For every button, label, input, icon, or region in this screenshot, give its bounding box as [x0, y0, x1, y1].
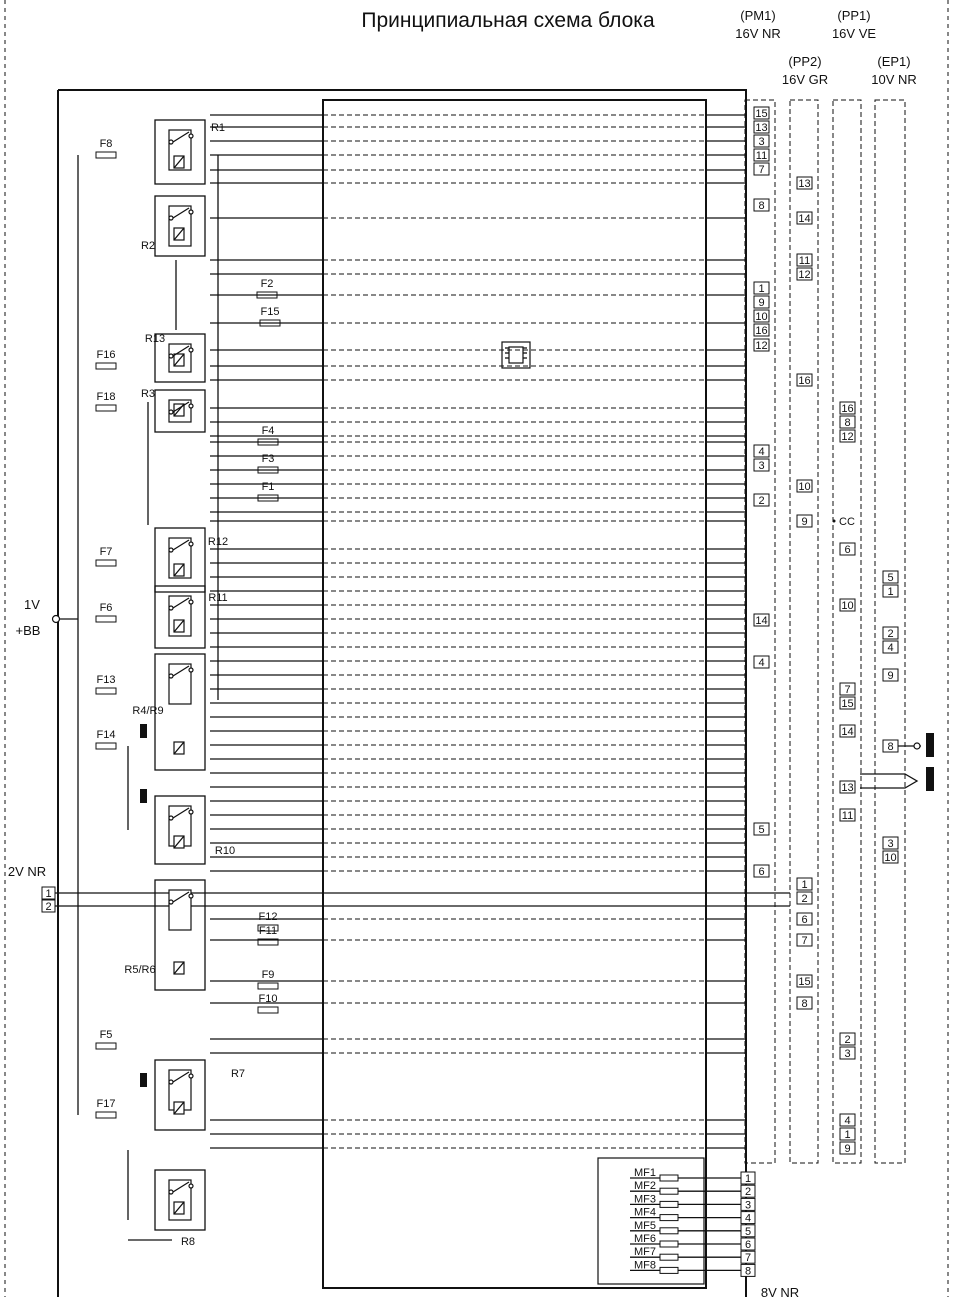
- minifuse-label: MF8: [634, 1259, 656, 1272]
- v8-pin-6: [741, 1251, 755, 1264]
- pp1-pin-0: [840, 402, 855, 415]
- pp1-pin-label: 2: [844, 1034, 851, 1046]
- fuse-label: F14: [96, 729, 116, 741]
- pp2-pin-6: [797, 515, 812, 528]
- pp2-pin-5: [797, 480, 812, 493]
- pp2-pin-label: 11: [798, 255, 811, 267]
- relay-r4-r9: [132, 654, 205, 770]
- v8-pin-label: 1: [744, 1173, 752, 1185]
- v8-pin-label: 6: [744, 1239, 752, 1251]
- pp1-pin-label: 8: [844, 417, 851, 429]
- board-frame: [58, 90, 746, 1297]
- pp1-pin-label: 10: [841, 600, 854, 612]
- pp2-pin-label: 7: [801, 935, 808, 947]
- relay-label: R12: [207, 536, 229, 548]
- v8-pin-label: 7: [744, 1252, 752, 1265]
- svg-text:16V GR: 16V GR: [781, 72, 829, 87]
- pm1-pin-11: [754, 445, 769, 458]
- fuse-f13: [96, 674, 116, 694]
- v8-pin-2: [741, 1198, 755, 1211]
- supply-terminal: [16, 597, 78, 638]
- ep1-pin-5: [883, 740, 898, 753]
- ep1-pin-label: 9: [887, 670, 894, 682]
- ep1-pin-label: 1: [887, 586, 894, 598]
- connector-8v-nr-label: 8V NR: [760, 1285, 800, 1297]
- fuse-f16: [96, 349, 116, 369]
- pm1-pin-label: 13: [755, 122, 768, 134]
- svg-text:+BB: +BB: [15, 623, 41, 638]
- pm1-pin-label: 16: [755, 325, 768, 337]
- ep1-pin-4: [883, 669, 898, 682]
- relay-r2: [141, 196, 205, 256]
- relay-r11: [155, 586, 228, 648]
- svg-text:2V NR: 2V NR: [7, 864, 47, 879]
- fuse-label: F12: [258, 911, 278, 923]
- fuse-f5: [96, 1029, 116, 1049]
- v8-pin-label: 3: [744, 1199, 752, 1212]
- fuse-label: F10: [258, 993, 278, 1005]
- pp2-pin-label: 16: [798, 375, 811, 387]
- relay-r3: [141, 388, 205, 432]
- pp2-pin-3: [797, 268, 812, 281]
- pp2-pin-1: [797, 212, 812, 225]
- relay-r8: [155, 1170, 205, 1248]
- ep1-pin-7: [883, 851, 898, 864]
- diode-icon-r7: [140, 1073, 147, 1087]
- pm1-pin-label: 7: [758, 164, 765, 176]
- pp1-pin-13: [840, 1128, 855, 1141]
- ep1-pin-0: [883, 571, 898, 584]
- pm1-pin-10: [754, 339, 769, 352]
- pm1-connector-column: [745, 100, 775, 1163]
- relay-label: R10: [214, 845, 236, 857]
- svg-text:(EP1): (EP1): [877, 54, 911, 69]
- ground-icon-1: [897, 733, 934, 757]
- fuse-label: F5: [99, 1029, 113, 1041]
- svg-text:(PP1): (PP1): [837, 8, 871, 23]
- electronic-module-frame: [323, 100, 706, 1288]
- pm1-pin-12: [754, 459, 769, 472]
- pp1-pin-label: 9: [844, 1143, 851, 1155]
- fuse-label: F13: [96, 674, 116, 686]
- pp1-pin-1: [840, 416, 855, 429]
- pp2-pin-4: [797, 374, 812, 387]
- fuse-label: F15: [260, 306, 280, 318]
- pp2-pin-8: [797, 892, 812, 905]
- v8-pin-4: [741, 1225, 755, 1238]
- pp2-pin-label: 9: [801, 516, 808, 528]
- v8-pin-label: 2: [744, 1186, 752, 1199]
- fuse-label: F2: [260, 278, 274, 290]
- fuse-label: F1: [261, 481, 275, 493]
- v8-pin-label: 4: [744, 1212, 752, 1225]
- pp1-pin-6: [840, 697, 855, 710]
- fuse-f14: [96, 729, 116, 749]
- pp2-pin-7: [797, 878, 812, 891]
- pp1-pin-2: [840, 430, 855, 443]
- v8-pin-5: [741, 1238, 755, 1251]
- ep1-pin-3: [883, 641, 898, 654]
- fuse-f11: [258, 925, 278, 945]
- pp1-connector-column: [833, 100, 861, 1163]
- fuse-label: F18: [96, 391, 116, 403]
- pm1-pin-4: [754, 163, 769, 176]
- ep1-pin-label: 8: [887, 741, 894, 753]
- pm1-pin-label: 6: [758, 866, 765, 878]
- minifuse-label: MF7: [634, 1246, 656, 1259]
- v8-pin-1: [741, 1185, 755, 1198]
- minifuse-label: MF4: [634, 1206, 656, 1219]
- v8-pin-0: [741, 1172, 755, 1185]
- pm1-pin-15: [754, 656, 769, 669]
- pp1-pin-label: 3: [844, 1048, 851, 1060]
- connector-header-pm1: [735, 8, 781, 41]
- pp1-pin-10: [840, 1033, 855, 1046]
- pm1-pin-14: [754, 614, 769, 627]
- ic-chip-icon: [502, 342, 530, 368]
- pp2-pin-label: 12: [798, 269, 811, 281]
- ep1-pin-label: 10: [884, 852, 897, 864]
- svg-text:1: 1: [45, 888, 52, 900]
- relay-r1: [155, 120, 225, 184]
- fuse-label: F16: [96, 349, 116, 361]
- fuse-label: F3: [261, 453, 275, 465]
- ep1-pin-1: [883, 585, 898, 598]
- pp1-pin-label: 7: [844, 684, 851, 696]
- svg-text:10V NR: 10V NR: [871, 72, 917, 87]
- pp2-pin-label: 1: [801, 879, 808, 891]
- svg-text:CC: CC: [839, 516, 855, 528]
- pm1-pin-6: [754, 282, 769, 295]
- ep1-pin-label: 5: [887, 572, 894, 584]
- pp1-pin-label: 13: [841, 782, 854, 794]
- pp1-pin-4: [840, 599, 855, 612]
- pm1-pin-2: [754, 135, 769, 148]
- ep1-pin-2: [883, 627, 898, 640]
- pm1-pin-label: 4: [758, 657, 765, 669]
- relay-r12: [155, 528, 228, 592]
- relay-label: R3: [140, 388, 156, 400]
- v8-pin-label: 8: [744, 1265, 752, 1278]
- fuse-f17: [96, 1098, 116, 1118]
- pp2-pin-9: [797, 913, 812, 926]
- pp1-pin-label: 15: [841, 698, 854, 710]
- relay-r13: [145, 333, 205, 382]
- pp2-pin-label: 8: [801, 998, 808, 1010]
- pm1-pin-label: 15: [755, 108, 768, 120]
- minifuse-label: MF5: [634, 1219, 656, 1232]
- pm1-pin-5: [754, 199, 769, 212]
- v8-pin-3: [741, 1212, 755, 1225]
- relay-r5-r6: [124, 880, 205, 990]
- pp1-pin-7: [840, 725, 855, 738]
- pm1-pin-16: [754, 823, 769, 836]
- pp2-pin-2: [797, 254, 812, 267]
- fuse-f8: [96, 138, 116, 158]
- ep1-pin-label: 3: [887, 838, 894, 850]
- pm1-pin-label: 3: [758, 136, 765, 148]
- fuse-f7: [96, 546, 116, 566]
- svg-text:16V VE: 16V VE: [831, 26, 877, 41]
- pp2-pin-0: [797, 177, 812, 190]
- pp1-pin-14: [840, 1142, 855, 1155]
- fuse-label: F7: [99, 546, 113, 558]
- pm1-pin-label: 5: [758, 824, 765, 836]
- minifuse-label: MF6: [634, 1233, 656, 1245]
- connector-header-pp2: [782, 54, 828, 87]
- pm1-pin-label: 10: [755, 311, 768, 323]
- connector-header-pp1: [832, 8, 876, 41]
- relay-label: R1: [210, 122, 226, 134]
- fuse-label: F11: [258, 925, 278, 937]
- pp1-pin-5: [840, 683, 855, 696]
- pp2-pin-11: [797, 975, 812, 988]
- relay-label: R11: [208, 592, 228, 604]
- minifuse-label: MF3: [634, 1193, 656, 1206]
- svg-text:1V: 1V: [24, 597, 40, 612]
- ep1-pin-6: [883, 837, 898, 850]
- pp1-pin-11: [840, 1047, 855, 1060]
- fuse-label: F9: [261, 969, 275, 981]
- pp1-pin-label: 12: [841, 431, 854, 443]
- pp1-pin-label: 11: [841, 810, 854, 822]
- pm1-pin-8: [754, 310, 769, 323]
- pm1-pin-9: [754, 324, 769, 337]
- v8-pin-7: [741, 1264, 755, 1277]
- pm1-pin-label: 1: [758, 283, 765, 295]
- pm1-pin-label: 11: [755, 150, 768, 162]
- pm1-pin-label: 12: [755, 340, 768, 352]
- pp1-pin-label: 1: [844, 1129, 851, 1141]
- pm1-pin-0: [754, 107, 769, 120]
- pm1-pin-7: [754, 296, 769, 309]
- pp1-pin-label: 6: [844, 544, 851, 556]
- pm1-pin-label: 2: [758, 495, 765, 507]
- v8-pin-label: 5: [744, 1225, 752, 1238]
- pp1-pin-12: [840, 1114, 855, 1127]
- ep1-pin-label: 2: [887, 628, 894, 640]
- relay-label: R13: [144, 333, 166, 345]
- fuse-label: F6: [99, 602, 113, 614]
- connector-header-ep1: [871, 54, 917, 87]
- pp1-pin-label: 14: [841, 726, 854, 738]
- fuse-label: F8: [99, 138, 113, 150]
- fuse-label: F17: [96, 1098, 116, 1110]
- diagram-title: Принципиальная схема блока: [361, 9, 655, 32]
- pp2-pin-label: 10: [798, 481, 811, 493]
- svg-text:16V NR: 16V NR: [735, 26, 781, 41]
- fuse-f6: [96, 602, 116, 622]
- pp1-pin-label: 16: [841, 403, 854, 415]
- pp2-pin-label: 14: [798, 213, 811, 225]
- relay-label: R7: [230, 1068, 246, 1080]
- pp2-pin-label: 15: [798, 976, 811, 988]
- pp2-pin-label: 13: [798, 178, 811, 190]
- pm1-pin-label: 9: [758, 297, 765, 309]
- relay-label: R4/R9: [132, 705, 164, 717]
- fuse-f9: [258, 969, 278, 989]
- minifuse-label: MF2: [634, 1180, 656, 1193]
- ground-icon-2: [860, 767, 934, 791]
- ep1-pin-label: 4: [887, 642, 894, 654]
- pp2-pin-label: 2: [801, 893, 808, 905]
- pp1-pin-label: 4: [844, 1115, 851, 1127]
- pp1-pin-8: [840, 781, 855, 794]
- relay-label: R8: [180, 1236, 196, 1248]
- relay-label: R5/R6: [124, 964, 156, 976]
- fuse-f18: [96, 391, 116, 411]
- pp2-pin-12: [797, 997, 812, 1010]
- pm1-pin-label: 14: [755, 615, 768, 627]
- pm1-pin-17: [754, 865, 769, 878]
- svg-text:(PM1): (PM1): [740, 8, 776, 23]
- svg-text:(PP2): (PP2): [788, 54, 822, 69]
- pp1-pin-3: [840, 543, 855, 556]
- pm1-pin-1: [754, 121, 769, 134]
- fuse-label: F4: [261, 425, 275, 437]
- relay-label: R2: [140, 240, 156, 252]
- svg-text:2: 2: [45, 901, 52, 913]
- cc-marker: [833, 516, 855, 528]
- pm1-pin-3: [754, 149, 769, 162]
- pm1-pin-label: 3: [758, 460, 765, 472]
- pp2-pin-10: [797, 934, 812, 947]
- pp2-pin-label: 6: [801, 914, 808, 926]
- diode-icon-r4: [140, 724, 147, 738]
- pm1-pin-label: 8: [758, 200, 765, 212]
- minifuse-label: MF1: [634, 1167, 656, 1179]
- pp1-pin-9: [840, 809, 855, 822]
- diode-icon-r10: [140, 789, 147, 803]
- pm1-pin-13: [754, 494, 769, 507]
- relay-r10: [155, 796, 235, 864]
- pm1-pin-label: 4: [758, 446, 765, 458]
